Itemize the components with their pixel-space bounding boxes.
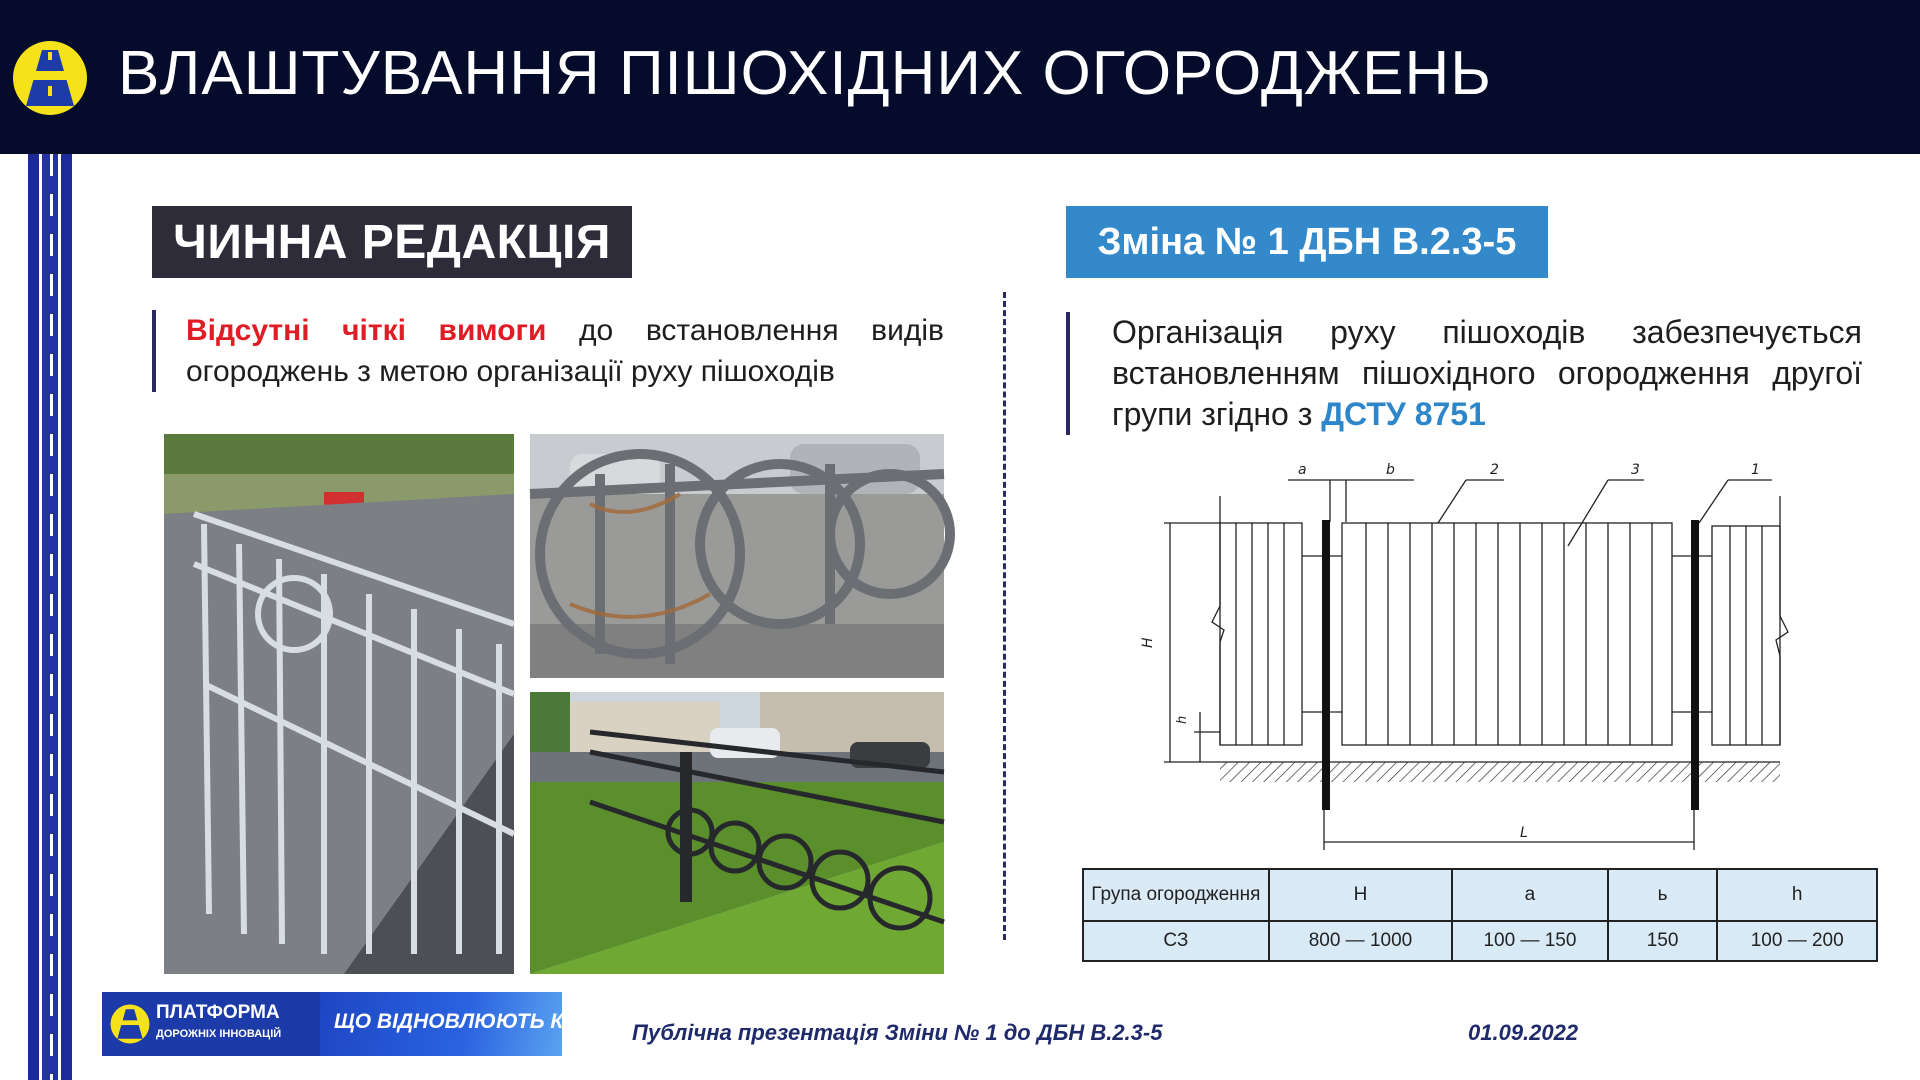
table-cell: 800 — 1000	[1269, 921, 1452, 961]
dim-h-label: h	[1175, 715, 1190, 724]
amendment-text	[1066, 312, 1862, 435]
table-header-cell: a	[1452, 869, 1608, 921]
table-header-cell: h	[1717, 869, 1877, 921]
platform-banner	[102, 992, 627, 1056]
callout-2-label: 2	[1490, 462, 1499, 478]
table-cell: 150	[1608, 921, 1718, 961]
header-bar	[0, 0, 1920, 154]
black-ornamental-fence-photo	[530, 692, 944, 974]
table-header-row	[1083, 869, 1877, 921]
banner-title: ПЛАТФОРМА	[156, 1002, 280, 1023]
amendment-label: Зміна № 1 ДБН В.2.3-5	[1066, 206, 1548, 278]
fence-drawing	[1124, 446, 1800, 854]
fence-spec-table	[1082, 868, 1878, 962]
footer-caption: Публічна презентація Зміни № 1 до ДБН В.2.3-5	[632, 1020, 1163, 1045]
footer-date: 01.09.2022	[1468, 1020, 1579, 1045]
current-edition-text	[152, 310, 944, 392]
dim-b-label: b	[1386, 462, 1395, 478]
table-header-cell: Група огородження	[1083, 869, 1269, 921]
amendment-text-main: Організація руху пішоходів забезпечується встановленням пішохідного огородження другої групи згідно з	[1112, 314, 1862, 432]
dim-L-label: L	[1520, 825, 1528, 841]
banner-subtitle: ДОРОЖНІХ ІННОВАЦІЙ	[156, 1028, 282, 1040]
banner-slogan: ЩО ВІДНОВЛЮЮТЬ КРАЇНУ	[334, 1010, 627, 1033]
table-cell: 100 — 150	[1452, 921, 1608, 961]
road-logo-icon	[12, 40, 88, 116]
dim-H-label: H	[1140, 637, 1156, 648]
table-cell: 100 — 200	[1717, 921, 1877, 961]
dstu-reference: ДСТУ 8751	[1321, 396, 1486, 432]
callout-1-label: 1	[1751, 462, 1760, 478]
table-row	[1083, 921, 1877, 961]
section-divider	[1003, 292, 1006, 940]
rusty-round-fence-photo	[530, 434, 944, 678]
galvanized-fence-photo	[164, 434, 514, 974]
page-title: ВЛАШТУВАННЯ ПІШОХІДНИХ ОГОРОДЖЕНЬ	[118, 39, 1492, 108]
dim-a-label: a	[1298, 462, 1307, 478]
platform-logo-icon	[110, 1004, 150, 1044]
current-edition-label: ЧИННА РЕДАКЦІЯ	[152, 206, 632, 278]
table-header-cell: H	[1269, 869, 1452, 921]
road-stripe-decoration	[28, 154, 72, 1080]
current-edition-text-rest: до встановлення видів огороджень з метою організації руху пішоходів	[186, 314, 944, 388]
table-cell: СЗ	[1083, 921, 1269, 961]
callout-3-label: 3	[1631, 462, 1640, 478]
table-header-cell: ь	[1608, 869, 1718, 921]
missing-requirements-highlight: Відсутні чіткі вимоги	[186, 314, 547, 347]
